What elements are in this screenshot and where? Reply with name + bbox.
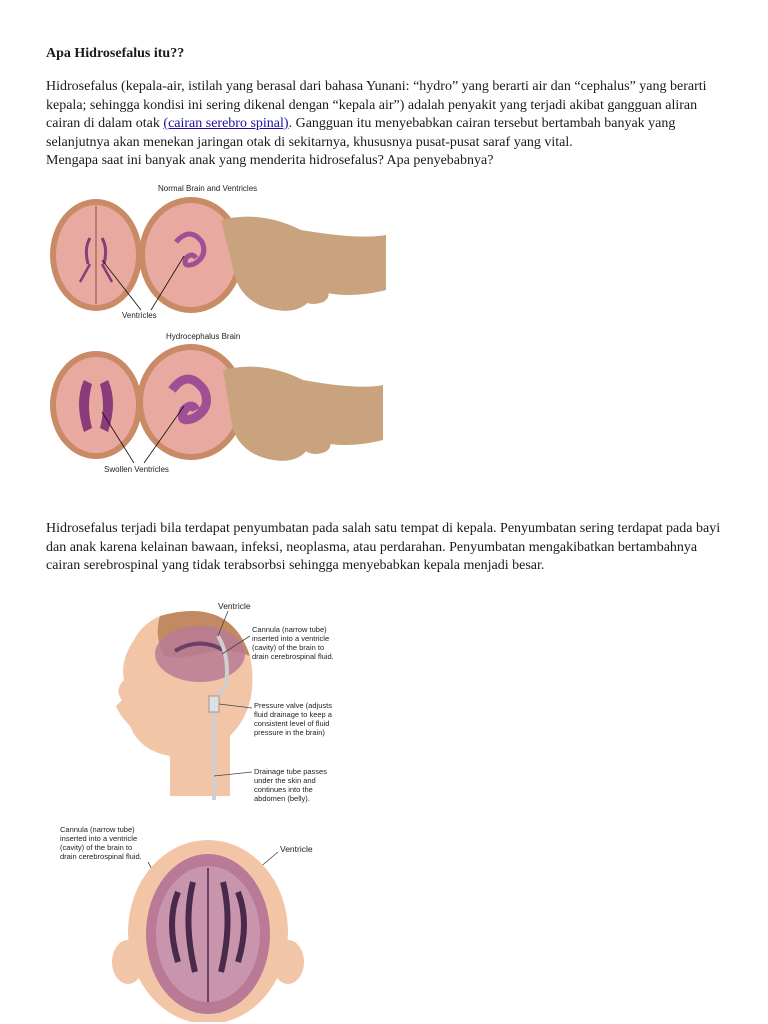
valve-callout: Pressure valve (adjusts fluid drainage to keep a consistent level of fluid pressure in the brain) — [254, 701, 332, 737]
swollen-ventricles-label: Swollen Ventricles — [104, 465, 169, 474]
brain-ventricles-figure — [46, 180, 386, 480]
hydro-axial-brain — [50, 351, 142, 459]
intro-paragraph — [46, 78, 726, 171]
pressure-valve — [209, 696, 219, 712]
hydro-brain-title: Hydrocephalus Brain — [166, 332, 241, 341]
ventricles-label: Ventricles — [122, 311, 157, 320]
drainage-callout: Drainage tube passes under the skin and continues into the abdomen (belly). — [254, 767, 327, 803]
head-top-view — [112, 840, 304, 1022]
normal-sagittal-brain — [139, 197, 243, 313]
child-head-profile — [116, 611, 253, 796]
intro-text-cont: . Gangguan itu menyebabkan cairan tersebut bertambah banyak yang selanjutnya akan menekan jaringan otak di sekitarnya, khususnya pusat-pusat saraf yang vital. — [46, 116, 676, 150]
cannula-callout: Cannula (narrow tube) inserted into a ventricle (cavity) of the brain to drain cerebrospinal fluid. — [252, 625, 334, 661]
ventricle-callout: Ventricle — [218, 601, 251, 611]
csf-link[interactable]: (cairan serebro spinal) — [163, 116, 289, 131]
shunt-side-figure — [100, 596, 380, 816]
shunt-top-figure — [58, 822, 328, 1022]
ventricle-callout-top: Ventricle — [280, 844, 313, 854]
cause-paragraph: Hidrosefalus terjadi bila terdapat penyumbatan pada salah satu tempat di kepala. Penyumbatan sering terdapat pada bayi dan anak karena kelainan bawaan, infeksi, neoplasma, atau perdarahan. Penyumbatan mengakibatkan bertambahnya cairan serebrospinal yang tidak terabsorbsi sehingga menyebabkan kepala menjadi besar. — [46, 521, 721, 573]
cannula-callout-top: Cannula (narrow tube) inserted into a ventricle (cavity) of the brain to drain cerebrospinal fluid. — [60, 825, 142, 861]
intro-text: Hidrosefalus (kepala-air, istilah yang berasal dari bahasa Yunani: “hydro” yang berarti air dan “cephalus” yang berarti kepala; sehingga kondisi ini sering dikenal dengan “kepala air”) adalah penyakit yang terjadi akibat gangguan aliran cairan di dalam otak — [46, 79, 707, 131]
question-text: Mengapa saat ini banyak anak yang menderita hidrosefalus? Apa penyebabnya? — [46, 153, 494, 168]
normal-brain-title: Normal Brain and Ventricles — [158, 184, 258, 193]
page-heading: Apa Hidrosefalus itu?? — [46, 46, 185, 61]
